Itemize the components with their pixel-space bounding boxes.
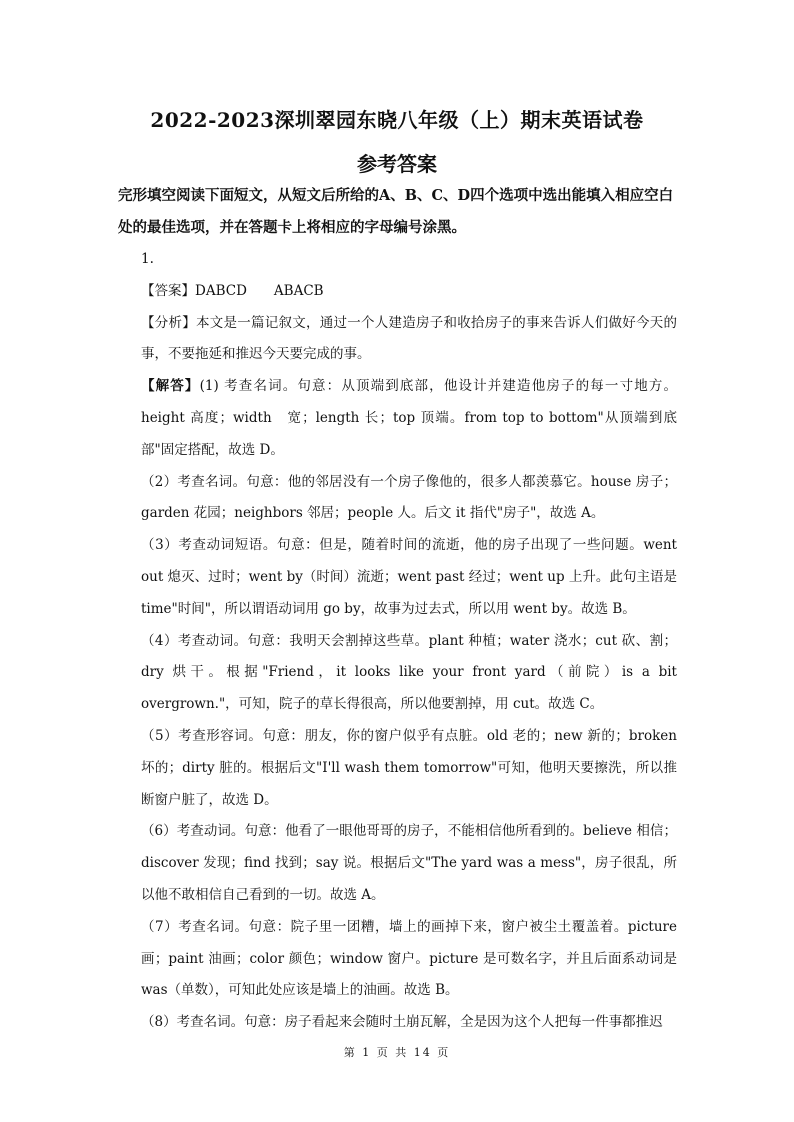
- analysis-text: 本文是一篇记叙文，通过一个人建造房子和收拾房子的事来告诉人们做好今天的事，不要拖延和推迟今天要完成的事。: [141, 314, 677, 363]
- solution-item: （8）考查名词。句意：房子看起来会随时土崩瓦解，全是因为这个人把每一件事都推迟: [141, 1014, 663, 1031]
- answer-value: DABCD ABACB: [195, 282, 324, 299]
- solution-item: （2）考查名词。句意：他的邻居没有一个房子像他的，很多人都羡慕它。house 房子；garden 花园；neighbors 邻居；people 人。后文 it 指代"房子"，故选 A。: [141, 473, 677, 522]
- answer-content: [141, 244, 677, 1039]
- section-instructions: 完形填空阅读下面短文，从短文后所给的A、B、C、D四个选项中选出能填入相应空白处的最佳选项，并在答题卡上将相应的字母编号涂黑。: [118, 187, 674, 236]
- document-title: 2022-2023深圳翠园东晓八年级（上）期末英语试卷: [150, 108, 644, 132]
- answer-line: [141, 276, 677, 308]
- solution-item: [141, 371, 677, 466]
- analysis-label: 【分析】: [141, 314, 196, 331]
- solution-item: （5）考查形容词。句意：朋友，你的窗户似乎有点脏。old 老的；new 新的；broken 坏的；dirty 脏的。根据后文"I'll wash them tomorrow"可知，他明天要擦洗，所以推断窗户脏了，故选 D。: [141, 727, 677, 808]
- solution-item: （6）考查动词。句意：他看了一眼他哥哥的房子，不能相信他所看到的。believe 相信；discover 发现；find 找到；say 说。根据后文"The yard was a mess"，房子很乱，所以他不敢相信自己看到的一切。故选 A。: [141, 823, 677, 903]
- answer-label: 【答案】: [141, 282, 195, 299]
- analysis-paragraph: [141, 308, 677, 372]
- page-footer: 第 1 页 共 14 页: [343, 1046, 451, 1059]
- solution-item: （4）考查动词。句意：我明天会割掉这些草。plant 种植；water 浇水；cut 砍、割；dry 烘干。根据"Friend，it looks like your front yard（前院）is a bit overgrown."，可知，院子的草长得很高，所以他要割掉，用 cut。故选 C。: [141, 632, 677, 713]
- solution-label: 【解答】: [141, 378, 200, 395]
- question-number: 1.: [141, 251, 154, 267]
- solution-item: （3）考查动词短语。句意：但是，随着时间的流逝，他的房子出现了一些问题。went out 熄灭、过时；went by（时间）流逝；went past 经过；went up 上升。此句主语是 time"时间"，所以谓语动词用 go by，故事为过去式，所以用 went by。故选 B。: [141, 537, 677, 617]
- document-subtitle: 参考答案: [357, 152, 437, 176]
- solution-item-text: (1) 考查名词。句意：从顶端到底部，他设计并建造他房子的每一寸地方。height 高度；width 宽；length 长；top 顶端。from top to bottom"从顶端到底部"固定搭配，故选 D。: [141, 378, 678, 458]
- solution-item: （7）考查名词。句意：院子里一团糟，墙上的画掉下来，窗户被尘土覆盖着。picture 画；paint 油画；color 颜色；window 窗户。picture 是可数名字，并且后面系动词是 was（单数），可知此处应该是墙上的油画。故选 B。: [141, 918, 677, 999]
